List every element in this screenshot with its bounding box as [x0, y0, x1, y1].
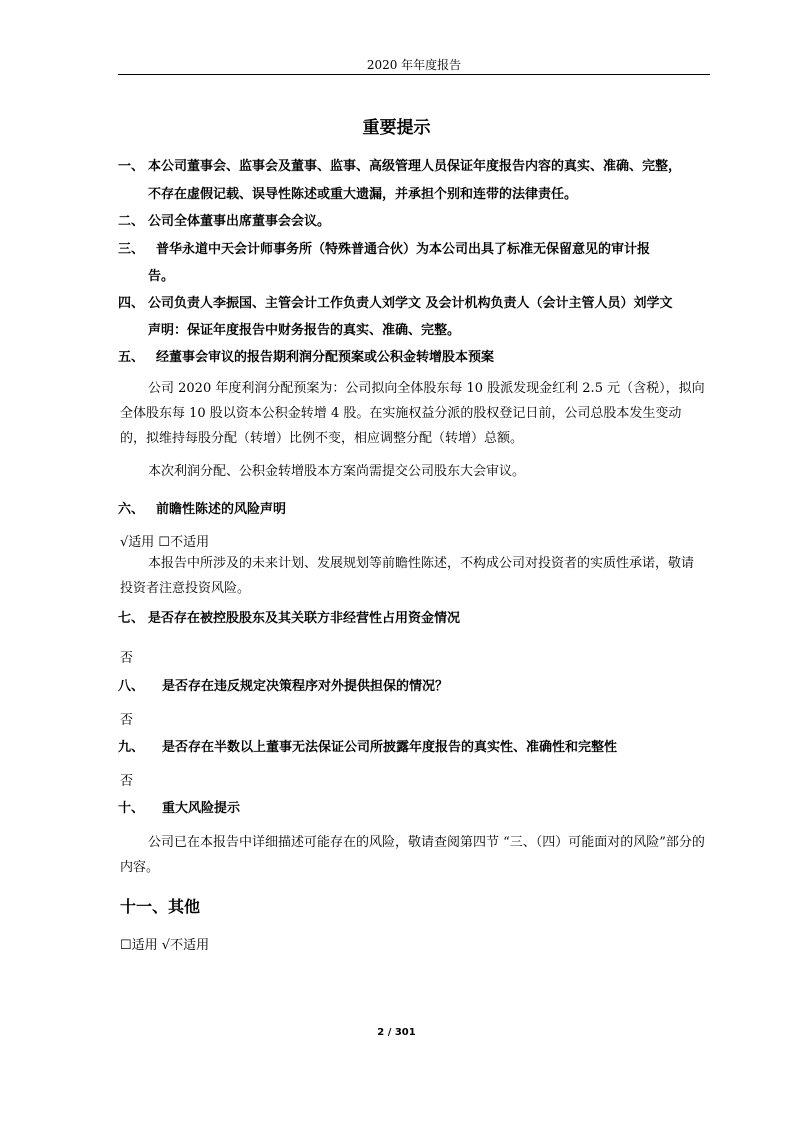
- page-number: 2 / 301: [377, 1027, 416, 1038]
- section-9-number: 九、: [118, 740, 145, 755]
- page-header: 2020 年年度报告: [366, 58, 462, 72]
- page-title: 重要提示: [362, 118, 431, 138]
- section-7-number: 七、: [118, 611, 145, 626]
- section-5-paragraph-1: 公司 2020 年度利润分配预案为：公司拟向全体股东每 10 股派发现金红利 2.5 元（含税），拟向全体股东每 10 股以资本公积金转增 4 股。在实施权益分派的股权登记日前，公司总股本发生变动的，拟维持每股分配（转增）比例不变，相应调整分配（转增）总额。: [120, 381, 705, 446]
- section-8-heading: 是否存在违反规定决策程序对外提供担保的情况？: [162, 679, 449, 694]
- section-6-paragraph: 本报告中所涉及的未来计划、发展规划等前瞻性陈述，不构成公司对投资者的实质性承诺，敬请投资者注意投资风险。: [120, 556, 695, 596]
- section-6-applicability: √适用 ☐不适用: [120, 535, 210, 550]
- section-3-line1: 普华永道中天会计师事务所（特殊普通合伙）为本公司出具了标准无保留意见的审计报: [156, 242, 651, 257]
- section-8-number: 八、: [118, 679, 145, 694]
- section-9-answer: 否: [120, 774, 134, 789]
- section-6-heading: 前瞻性陈述的风险声明: [156, 502, 287, 517]
- section-5-heading: 经董事会审议的报告期利润分配预案或公积金转增股本预案: [156, 350, 495, 365]
- section-3-line2: 告。: [148, 269, 175, 284]
- section-2-line1: 公司全体董事出席董事会会议。: [148, 214, 331, 229]
- section-4-number: 四、: [118, 296, 145, 311]
- section-1-number: 一、: [118, 159, 145, 174]
- header-divider: [118, 74, 710, 75]
- section-11-heading: 十一、其他: [120, 897, 201, 916]
- section-6-number: 六、: [118, 502, 145, 517]
- section-1-line1: 本公司董事会、监事会及董事、监事、高级管理人员保证年度报告内容的真实、准确、完整，: [148, 159, 682, 174]
- section-10-heading: 重大风险提示: [162, 801, 241, 816]
- section-3-number: 三、: [118, 242, 145, 257]
- section-4-line2: 声明：保证年度报告中财务报告的真实、准确、完整。: [148, 323, 461, 338]
- section-9-heading: 是否存在半数以上董事无法保证公司所披露年度报告的真实性、准确性和完整性: [162, 740, 618, 755]
- section-4-line1: 公司负责人李振国、主管会计工作负责人刘学文 及会计机构负责人（会计主管人员）刘学文: [148, 296, 673, 311]
- section-10-number: 十、: [118, 801, 145, 816]
- section-7-heading: 是否存在被控股股东及其关联方非经营性占用资金情况: [148, 611, 461, 626]
- section-2-number: 二、: [118, 214, 145, 229]
- section-5-number: 五、: [118, 350, 145, 365]
- section-8-answer: 否: [120, 713, 134, 728]
- section-5-paragraph-2: 本次利润分配、公积金转增股本方案尚需提交公司股东大会审议。: [148, 464, 526, 479]
- section-7-answer: 否: [120, 651, 134, 666]
- section-11-applicability: ☐适用 √不适用: [120, 938, 210, 953]
- section-10-paragraph: 公司已在本报告中详细描述可能存在的风险，敬请查阅第四节 “三、（四）可能面对的风险”部分的内容。: [120, 835, 705, 875]
- section-1-line2: 不存在虚假记载、误导性陈述或重大遗漏，并承担个别和连带的法律责任。: [148, 187, 578, 202]
